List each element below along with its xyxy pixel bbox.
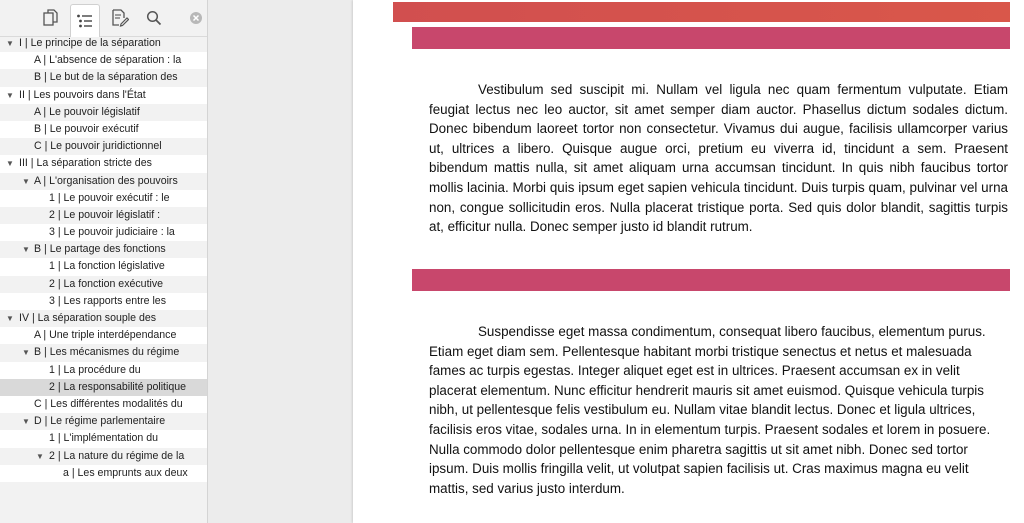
outline-item[interactable]: [0, 362, 207, 379]
outline-item-label: 1 | Le pouvoir exécutif : le: [49, 191, 170, 204]
outline-item[interactable]: [0, 190, 207, 207]
document-page[interactable]: [353, 0, 1024, 523]
outline-item[interactable]: [0, 258, 207, 275]
outline-item[interactable]: [0, 104, 207, 121]
outline-list-icon[interactable]: [70, 4, 100, 37]
canvas-background: [208, 0, 353, 523]
outline-item-label: III | La séparation stricte des: [19, 157, 152, 170]
outline-item[interactable]: [0, 430, 207, 447]
outline-item-label: D | Le régime parlementaire: [34, 415, 166, 428]
outline-item-label: 2 | La nature du régime de la: [49, 449, 185, 462]
outline-item[interactable]: [0, 121, 207, 138]
outline-item[interactable]: [0, 310, 207, 327]
outline-sidebar: [0, 0, 208, 523]
outline-item[interactable]: [0, 52, 207, 69]
outline-item-label: 2 | La fonction exécutive: [49, 277, 164, 290]
disclosure-triangle-icon[interactable]: ▼: [6, 39, 14, 48]
outline-item[interactable]: [0, 207, 207, 224]
document-icon[interactable]: [36, 4, 66, 32]
disclosure-triangle-icon[interactable]: ▼: [36, 451, 44, 461]
outline-item[interactable]: [0, 155, 207, 172]
outline-item-label: B | Le but de la séparation des: [34, 71, 178, 84]
outline-item[interactable]: [0, 465, 207, 482]
outline-item-label: 2 | Le pouvoir législatif :: [49, 208, 161, 221]
outline-item-label: B | Les mécanismes du régime: [34, 346, 180, 359]
disclosure-triangle-icon[interactable]: ▼: [22, 176, 30, 186]
outline-item-label: C | Le pouvoir juridictionnel: [34, 140, 162, 153]
outline-item-label: A | Le pouvoir législatif: [34, 105, 140, 118]
header-color-bar: [393, 2, 1010, 22]
outline-item-label: A | Une triple interdépendance: [34, 329, 177, 342]
outline-item[interactable]: [0, 379, 207, 396]
outline-item[interactable]: [0, 173, 207, 190]
outline-item-label: IV | La séparation souple des: [19, 312, 157, 324]
outline-item-label: B | Le partage des fonctions: [34, 243, 166, 256]
outline-item[interactable]: [0, 276, 207, 293]
body-paragraph[interactable]: Vestibulum sed suscipit mi. Nullam vel ligula nec quam fermentum vulputate. Etiam feugiat lectus nec leo auctor, sit amet semper diam auctor. Phasellus dictum sodales dictum. Donec bibendum laoreet tortor non consectetur. Vivamus dui augue, facilisis ullamcorper varius ut, ultrices a libero. Quisque augue orci, pretium eu viverra id, tincidunt a sem. Praesent bibendum mattis nulla, sit amet aliquam urna accumsan tincidunt. In quis nibh faucibus tortor mollis lacinia. Morbi quis ipsum eget sapien vehicula tincidunt. Duis turpis quam, pulvinar vel urna non, congue sollicitudin eros. Nulla placerat tristique porta. Sed quis dolor blandit, sagittis turpis at, efficitur nulla. Donec semper justo id blandit rutrum.: [429, 82, 1008, 235]
outline-item-label: A | L'absence de séparation : la: [34, 54, 182, 67]
outline-item[interactable]: [0, 448, 207, 465]
outline-item-label: B | Le pouvoir exécutif: [34, 122, 139, 135]
outline-item[interactable]: [0, 396, 207, 413]
outline-item-label: 1 | La fonction législative: [49, 260, 165, 273]
disclosure-triangle-icon[interactable]: ▼: [6, 159, 14, 169]
disclosure-triangle-icon[interactable]: ▼: [6, 314, 14, 323]
outline-item-label: A | L'organisation des pouvoirs: [34, 174, 178, 187]
outline-item-label: a | Les emprunts aux deux: [63, 466, 188, 479]
search-icon[interactable]: [139, 4, 169, 32]
outline-item[interactable]: [0, 69, 207, 86]
outline-item[interactable]: [0, 35, 207, 52]
outline-item-label: C | Les différentes modalités du: [34, 397, 183, 410]
outline-item-label: 3 | Le pouvoir judiciaire : la: [49, 226, 175, 239]
outline-list: [0, 35, 207, 482]
outline-item[interactable]: [0, 241, 207, 258]
close-icon[interactable]: [181, 4, 208, 32]
outline-item[interactable]: [0, 87, 207, 104]
sidebar-toolbar: [0, 0, 207, 37]
outline-item-label: II | Les pouvoirs dans l'État: [19, 88, 146, 101]
outline-item[interactable]: [0, 224, 207, 241]
outline-item-label: I | Le principe de la séparation: [19, 37, 161, 49]
disclosure-triangle-icon[interactable]: ▼: [6, 90, 14, 100]
outline-item[interactable]: [0, 344, 207, 361]
outline-item-label: 1 | L'implémentation du: [49, 432, 159, 445]
outline-item[interactable]: [0, 413, 207, 430]
outline-item-label: 1 | La procédure du: [49, 363, 141, 376]
outline-item-label: 3 | Les rapports entre les: [49, 294, 166, 307]
outline-item[interactable]: [0, 138, 207, 155]
outline-item[interactable]: [0, 293, 207, 310]
section-heading-bar: [412, 27, 1010, 49]
outline-item-label: 2 | La responsabilité politique: [49, 380, 187, 393]
disclosure-triangle-icon[interactable]: ▼: [22, 348, 30, 358]
disclosure-triangle-icon[interactable]: ▼: [22, 245, 30, 255]
body-paragraph[interactable]: Suspendisse eget massa condimentum, consequat libero faucibus, elementum purus. Etiam eget diam sem. Pellentesque habitant morbi tristique senectus et netus et malesuada fames ac turpis egestas. Integer aliquet eget est in ultrices. Praesent accumsan ex in velit placerat elementum. Nunc efficitur hendrerit mauris sit amet euismod. Quisque vehicula turpis nibh, ut pellentesque felis vestibulum eu. Nullam vitae blandit lectus. Donec et ligula ultrices, facilisis eros vitae, sodales urna. In in elementum turpis. Praesent sodales et lorem in posuere. Nulla commodo dolor pellentesque enim pharetra sagittis ut sit amet nibh. Donec sed tortor ipsum. Duis mollis fringilla velit, ut volutpat sapien facilisis ut. Cras maximus magna eu velit mattis, sed varius justo interdum.: [429, 324, 991, 496]
edit-notes-icon[interactable]: [105, 4, 135, 32]
disclosure-triangle-icon[interactable]: ▼: [22, 417, 30, 427]
outline-item[interactable]: [0, 327, 207, 344]
section-heading-bar: [412, 269, 1010, 291]
